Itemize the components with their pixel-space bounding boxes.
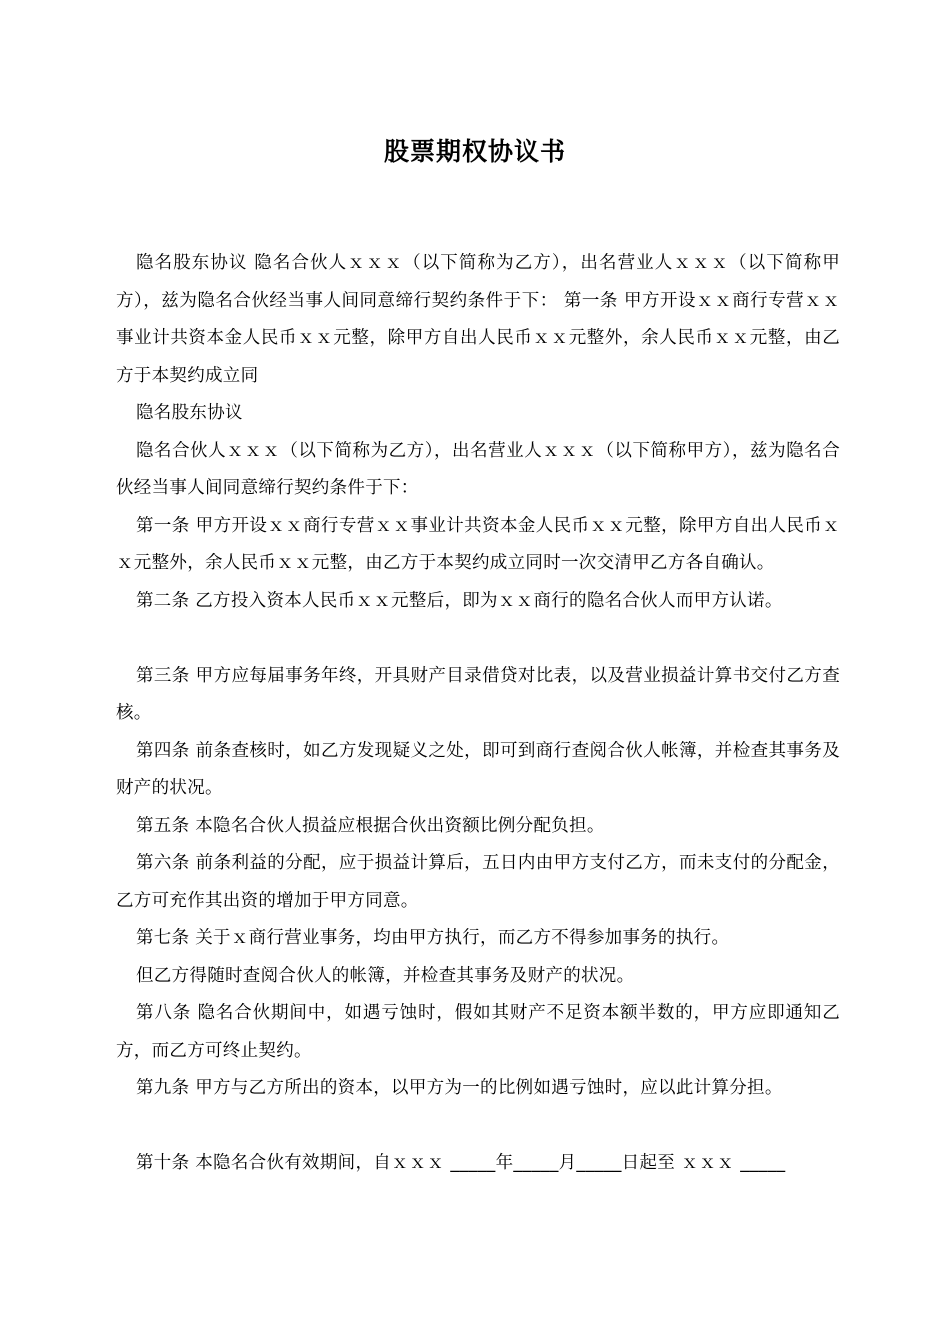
article-4: 第四条 前条查核时，如乙方发现疑义之处，即可到商行查阅合伙人帐簿，并检查其事务及财产的状况。 <box>116 740 840 798</box>
paragraph-summary: 隐名股东协议 隐名合伙人ｘｘｘ（以下简称为乙方），出名营业人ｘｘｘ（以下简称甲方），兹为隐名合伙经当事人间同意缔行契约条件于下： 第一条 甲方开设ｘｘ商行专营ｘｘ事业计共资本金人民币ｘｘ元整，除甲方自出人民币ｘｘ元整外，余人民币ｘｘ元整，由乙方于本契约成立同 <box>116 253 840 386</box>
article-7: 第七条 关于ｘ商行营业事务，均由甲方执行，而乙方不得参加事务的执行。 <box>136 928 730 948</box>
paragraph-preamble: 隐名合伙人ｘｘｘ（以下简称为乙方），出名营业人ｘｘｘ（以下简称甲方），兹为隐名合伙经当事人间同意缔行契约条件于下： <box>116 440 840 498</box>
article-2: 第二条 乙方投入资本人民币ｘｘ元整后，即为ｘｘ商行的隐名合伙人而甲方认诺。 <box>136 590 783 611</box>
article-6: 第六条 前条利益的分配，应于损益计算后，五日内由甲方支付乙方，而未支付的分配金，乙方可充作其出资的增加于甲方同意。 <box>116 853 840 911</box>
article-1: 第一条 甲方开设ｘｘ商行专营ｘｘ事业计共资本金人民币ｘｘ元整，除甲方自出人民币ｘｘ元整外，余人民币ｘｘ元整，由乙方于本契约成立同时一次交清甲乙方各自确认。 <box>116 515 840 573</box>
article-9: 第九条 甲方与乙方所出的资本，以甲方为一的比例如遇亏蚀时，应以此计算分担。 <box>136 1078 783 1098</box>
document-body <box>116 245 840 1183</box>
article-10: 第十条 本隐名合伙有效期间，自ｘｘｘ _____年_____月_____日起至 ｘｘｘ _____ <box>136 1153 786 1173</box>
paragraph-heading: 隐名股东协议 <box>136 403 243 423</box>
document-title: 股票期权协议书 <box>383 137 566 166</box>
article-8: 第八条 隐名合伙期间中，如遇亏蚀时，假如其财产不足资本额半数的，甲方应即通知乙方，而乙方可终止契约。 <box>116 1003 840 1061</box>
article-5: 第五条 本隐名合伙人损益应根据合伙出资额比例分配负担。 <box>136 815 605 836</box>
article-3: 第三条 甲方应每届事务年终，开具财产目录借贷对比表，以及营业损益计算书交付乙方查核。 <box>116 665 840 723</box>
article-7-continued: 但乙方得随时查阅合伙人的帐簿，并检查其事务及财产的状况。 <box>136 965 635 986</box>
